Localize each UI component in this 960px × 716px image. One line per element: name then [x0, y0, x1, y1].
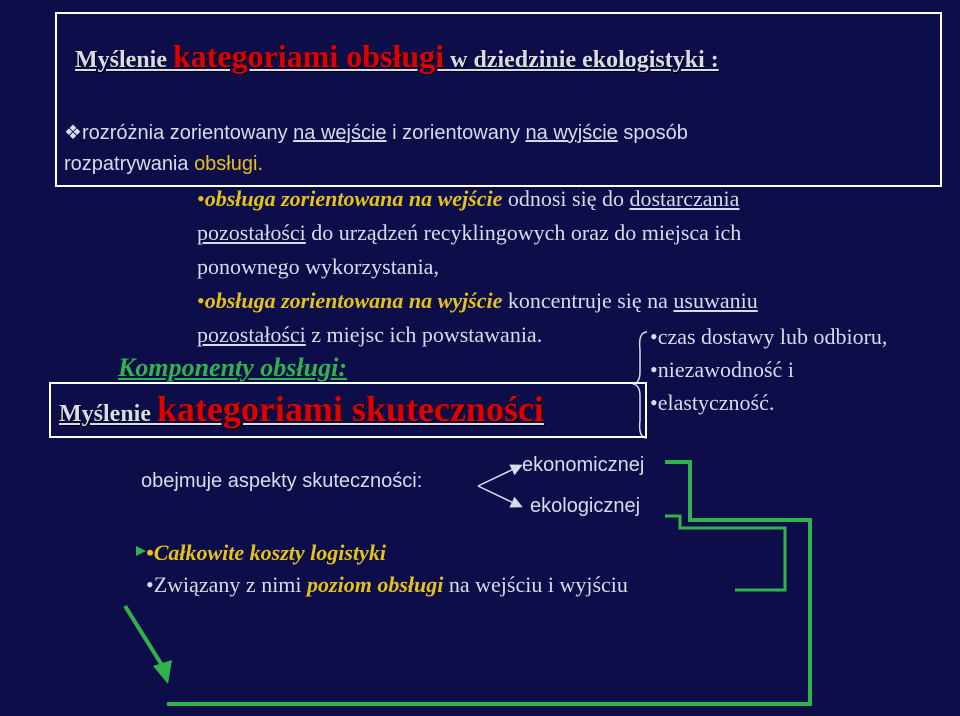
title-suffix: w dziedzinie ekologistyki : [450, 47, 719, 73]
bullet-icon: • [197, 288, 205, 313]
bottom-bullet-1: •Całkowite koszty logistyki [146, 540, 386, 565]
p2-term: obsługa zorientowana na wyjście [204, 288, 503, 313]
paragraph-input: •obsługa zorientowana na wejście odnosi się do dostarczania pozostałości do urządzeń recyklingowych oraz do miejsca ich ponownego wykorzystania, •obsługa zorientowana na wyjście koncentruje się na usuwaniu pozostałości z miejsc ich powstawania. [197, 186, 758, 347]
poziom-obslugi: poziom obsługi [307, 572, 444, 597]
aspects-label: obejmuje aspekty skuteczności: [141, 470, 423, 492]
component-item: •elastyczność. [650, 390, 775, 415]
component-item: •niezawodność i [650, 357, 794, 382]
title2-highlight: kategoriami skuteczności [156, 389, 544, 429]
bullet-icon: • [197, 186, 205, 211]
intro-line-2: rozpatrywania obsługi. [64, 153, 263, 175]
intro-obslugi: obsługi. [194, 153, 263, 175]
title-highlight: kategoriami obsługi [172, 38, 445, 74]
bottom-bullet-2: •Związany z nimi poziom obsługi na wejściu i wyjściu [146, 572, 628, 597]
aspect-economic: ekonomicznej [522, 454, 645, 476]
component-item: •czas dostawy lub odbioru, [650, 324, 888, 349]
title-prefix: Myślenie [75, 47, 167, 73]
link-na-wejscie: na wejście [293, 122, 387, 144]
title2-line: Myślenie kategoriami skuteczności [59, 389, 544, 429]
p1-term: obsługa zorientowana na wejście [204, 186, 503, 211]
components-heading: Komponenty obsługi: [118, 353, 347, 382]
diamond-bullet-icon: ❖ [64, 122, 82, 144]
link-na-wyjscie: na wyjście [525, 122, 618, 144]
intro-line-1: ❖rozróżnia zorientowany na wejście i zorientowany na wyjście sposób [64, 122, 688, 144]
aspect-ecological: ekologicznej [530, 495, 641, 517]
